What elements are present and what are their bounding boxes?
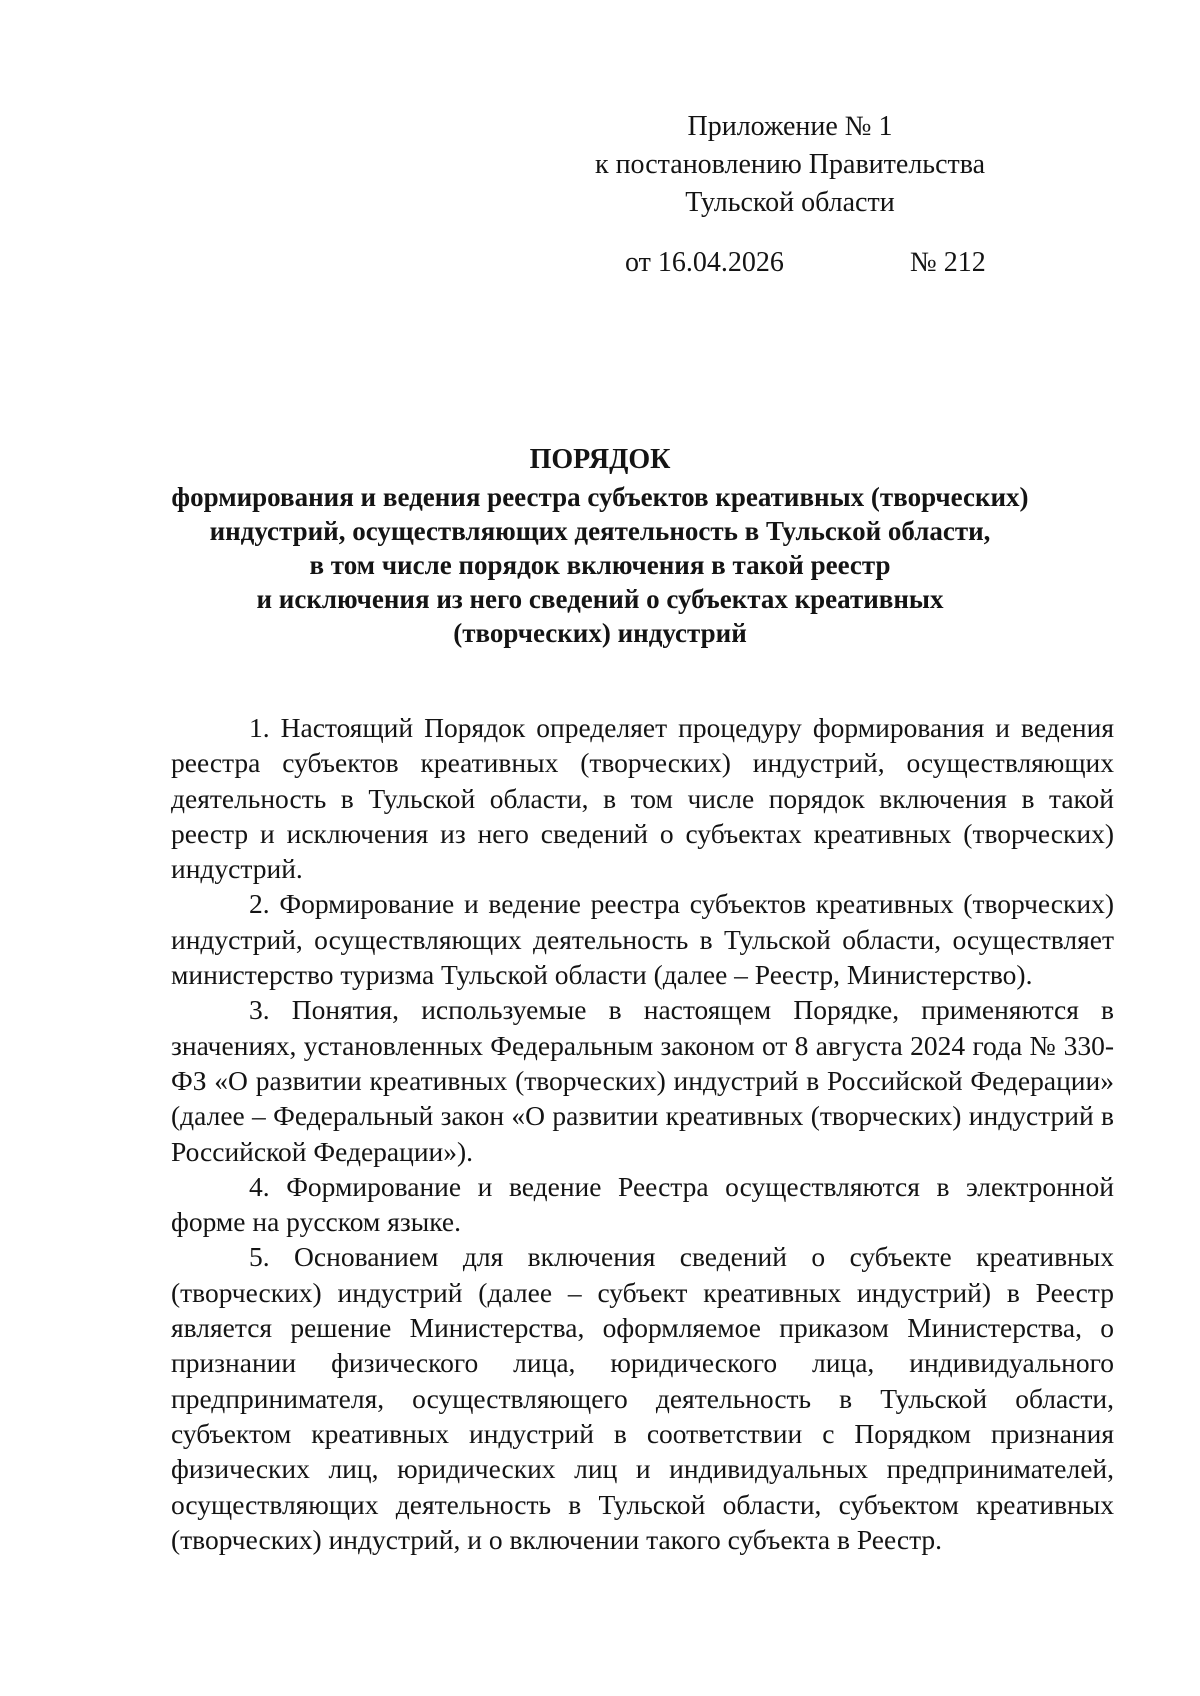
appendix-line: к постановлению Правительства: [594, 149, 986, 180]
title-line: формирования и ведения реестра субъектов креативных (творческих): [171, 482, 1029, 512]
document-number: № 212: [910, 247, 986, 278]
paragraph-5: 5. Основанием для включения сведений о субъекте креативных (творческих) индустрий (далее – субъект креативных индустрий) в Реестр является решение Министерства, оформляемое приказом Министерства, о признании физического лица, юридического лица, индивидуального предпринимателя, осуществляющего деятельность в Тульской области, субъектом креативных индустрий в соответствии с Порядком признания физических лиц, юридических лиц и индивидуальных предпринимателей, осуществляющих деятельность в Тульской области, субъектом креативных (творческих) индустрий, и о включении такого субъекта в Реестр.: [171, 1241, 1114, 1555]
title-line: и исключения из него сведений о субъектах креативных: [256, 584, 944, 614]
title-line: индустрий, осуществляющих деятельность в Тульской области,: [209, 516, 991, 546]
paragraph-3: 3. Понятия, используемые в настоящем Порядке, применяются в значениях, установленных Федеральным законом от 8 августа 2024 года № 330-ФЗ «О развитии креативных (творческих) индустрий в Российской Федерации» (далее – Федеральный закон «О развитии креативных (творческих) индустрий в Российской Федерации»).: [171, 994, 1114, 1167]
title-line: (творческих) индустрий: [453, 618, 747, 648]
paragraph-2: 2. Формирование и ведение реестра субъектов креативных (творческих) индустрий, осуществляющих деятельность в Тульской области, осуществляет министерство туризма Тульской области (далее – Реестр, Министерство).: [171, 888, 1114, 991]
paragraph-4: 4. Формирование и ведение Реестра осуществляются в электронной форме на русском языке.: [171, 1170, 1114, 1238]
appendix-block: [560, 108, 1020, 222]
title-line: в том числе порядок включения в такой реестр: [309, 550, 891, 580]
appendix-line: Тульской области: [685, 187, 895, 218]
document-body: [171, 710, 1114, 1557]
document-date: от 16.04.2026: [625, 247, 784, 278]
paragraph-1: 1. Настоящий Порядок определяет процедуру формирования и ведения реестра субъектов креативных (творческих) индустрий, осуществляющих деятельность в Тульской области, в том числе порядок включения в такой реестр и исключения из него сведений о субъектах креативных (творческих) индустрий.: [171, 712, 1114, 885]
title-heading: ПОРЯДОК: [529, 444, 671, 475]
document-title: [150, 440, 1050, 650]
appendix-line: Приложение № 1: [687, 111, 893, 142]
